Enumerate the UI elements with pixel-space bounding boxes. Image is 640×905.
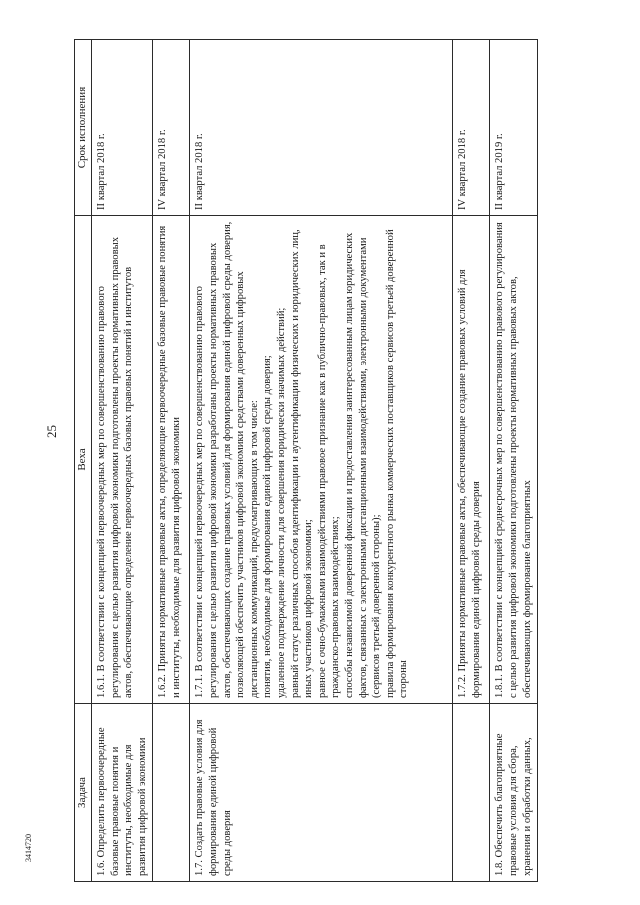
milestone-item: равный статус различных способов идентификации и аутентификации физических и юридических лиц, иных участников цифровой экономики; <box>289 229 315 698</box>
rotated-table-sheet <box>74 40 558 882</box>
header-milestone: Веха <box>75 216 92 704</box>
milestone-cell: 1.6.1. В соответствии с концепцией первоочередных мер по совершенствованию правового регулирования с целью развития цифровой экономики подготовлены проекты нормативных правовых актов, обеспечивающие определение первоочередных базовых правовых понятий и институтов <box>92 216 153 704</box>
milestone-item: правила формирования конкурентного рынка коммерческих поставщиков сервисов третьей доверенной стороны <box>384 229 410 698</box>
deadline-cell: IV квартал 2018 г. <box>453 40 490 216</box>
milestone-item: удаленное подтверждение личности для совершения юридически значимых действий; <box>275 307 287 698</box>
milestone-item: способы независимой доверенной фиксации и предоставления заинтересованным лицам юридических фактов, связанных с электронными дистанционными взаимодействиями, электронными документами (сервисов третьей доверенной стороны); <box>343 232 383 698</box>
table-row <box>453 40 490 882</box>
milestone-cell: 1.6.2. Приняты нормативные правовые акты, определяющие первоочередные базовые правовые понятия и институты, необходимые для развития цифровой экономики <box>153 216 190 704</box>
table-row <box>190 40 453 882</box>
header-task: Задача <box>75 704 92 882</box>
milestone-item: понятия, необходимые для формирования единой цифровой среды доверия; <box>262 355 274 698</box>
milestone-cell: 1.8.1. В соответствии с концепцией среднесрочных мер по совершенствованию правового регулирования с целью развития цифровой экономики подготовлены проекты нормативных правовых актов, обеспечивающих формирование благоприятных <box>490 216 538 704</box>
page-number: 25 <box>44 425 59 438</box>
task-cell: 1.8. Обеспечить благоприятные правовые условия для сбора, хранения и обработки данных, <box>490 704 538 882</box>
milestone-item: равное с очно-бумажными взаимодействиями правовое признание как в публично-правовых, так и в гражданско-правовых взаимодействиях; <box>316 244 342 698</box>
table-header-row <box>75 40 92 882</box>
task-cell <box>153 704 190 882</box>
table-row <box>153 40 190 882</box>
milestone-intro: 1.7.1. В соответствии с концепцией первоочередных мер по совершенствованию правового регулирования с целью развития цифровой экономики разработаны проекты нормативных правовых актов, обеспечивающих создание правовых условий для формирования единой цифровой среды доверия, позволяющей обеспечить участников цифровой экономики средствами доверенных цифровых дистанционных коммуникаций, предусматривающих в том числе: <box>194 221 260 698</box>
task-cell: 1.7. Создать правовые условия для формирования единой цифровой среды доверия <box>190 704 453 882</box>
deadline-cell: II квартал 2018 г. <box>92 40 153 216</box>
task-cell: 1.6. Определить первоочередные базовые правовые понятия и институты, необходимые для развития цифровой экономики <box>92 704 153 882</box>
task-cell <box>453 704 490 882</box>
deadline-cell: II квартал 2019 г. <box>490 40 538 216</box>
document-id: 3414720 <box>24 834 33 862</box>
milestone-cell: 1.7.2. Приняты нормативные правовые акты, обеспечивающие создание правовых условий для формирования единой цифровой среды доверия <box>453 216 490 704</box>
deadline-cell: IV квартал 2018 г. <box>153 40 190 216</box>
milestone-cell <box>190 216 453 704</box>
table-row <box>490 40 538 882</box>
deadline-cell: II квартал 2018 г. <box>190 40 453 216</box>
milestones-table <box>74 39 538 882</box>
header-deadline: Срок исполнения <box>75 40 92 216</box>
table-row <box>92 40 153 882</box>
